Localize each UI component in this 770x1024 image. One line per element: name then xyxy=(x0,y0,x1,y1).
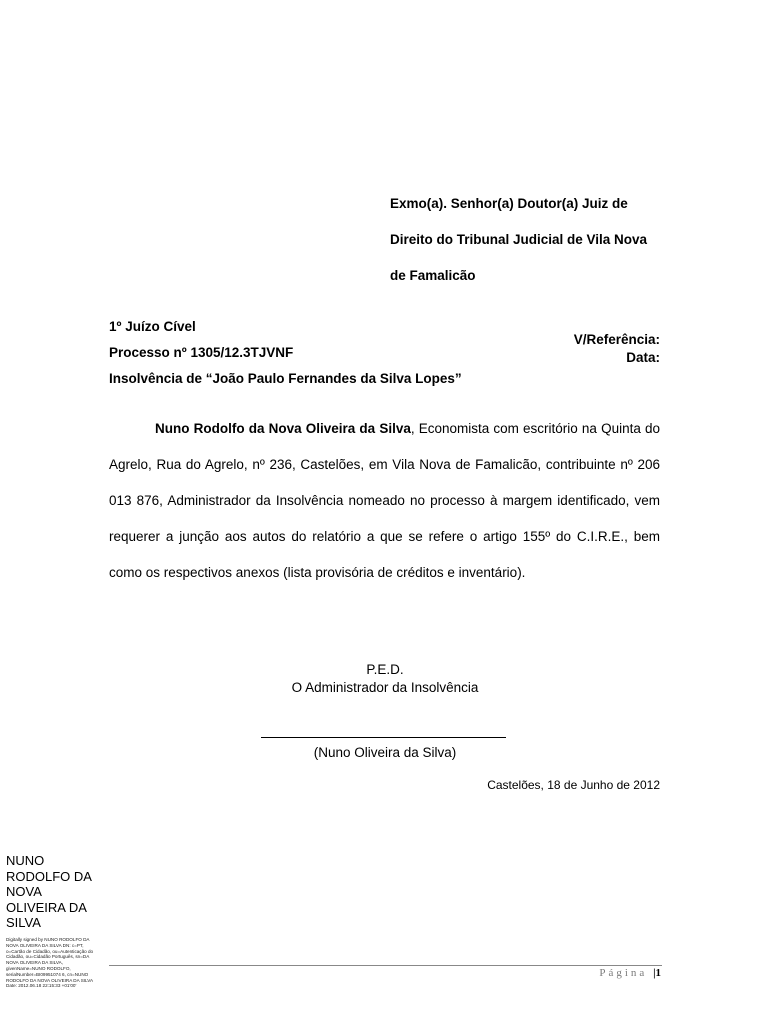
court-name: 1º Juízo Cível xyxy=(109,319,196,334)
date-label: Data: xyxy=(626,350,660,365)
digital-signature-name: NUNO RODOLFO DA NOVA OLIVEIRA DA SILVA xyxy=(6,853,92,930)
insolvency-title: Insolvência de “João Paulo Fernandes da Silva Lopes” xyxy=(109,371,462,386)
ped-text: P.E.D. xyxy=(366,662,404,677)
signature-name: (Nuno Oliveira da Silva) xyxy=(313,745,457,760)
addressee-line-1: Exmo(a). Senhor(a) Doutor(a) Juiz de xyxy=(390,196,628,211)
administrator-role: O Administrador da Insolvência xyxy=(291,680,479,695)
body-text: , Economista com escritório na Quinta do Agrelo, Rua do Agrelo, nº 236, Castelões, em Vila Nova de Famalicão, contribuinte nº 206 013 876, Administrador da Insolvência nomeado no processo à margem identificado, vem requerer a junção aos autos do relatório a que se refere o artigo 155º do C.I.R.E., bem como os respectivos anexos (lista provisória de créditos e inventário). xyxy=(109,421,660,580)
digital-signature-details: Digitally signed by NUNO RODOLFO DA NOVA OLIVEIRA DA SILVA DN: c=PT, o=Cartão de Cidadão, ou=Autenticação do Cidadão, ou=Cidadão Português, sn=DA NOVA OLIVEIRA DA SILVA, givenName=NUNO RODOLFO, serialNumber=BI09951074 6, cn=NUNO RODOLFO DA NOVA OLIVEIRA DA SILVA Date: 2012.06.18 22:15:33 +01'00' xyxy=(6,937,94,989)
addressee-block xyxy=(390,186,660,294)
reference-label: V/Referência: xyxy=(573,332,660,347)
administrator-name: Nuno Rodolfo da Nova Oliveira da Silva xyxy=(155,421,411,436)
reference-block xyxy=(574,331,660,367)
case-info-block xyxy=(109,314,462,392)
page-footer xyxy=(599,967,661,979)
page-word: Página xyxy=(599,967,648,979)
signature-line xyxy=(261,737,506,738)
process-number: Processo nº 1305/12.3TJVNF xyxy=(109,345,294,360)
page-separator: | xyxy=(653,967,656,979)
addressee-line-3: de Famalicão xyxy=(390,268,476,283)
body-paragraph xyxy=(109,411,660,591)
footer-divider xyxy=(109,965,662,966)
place-date: Castelões, 18 de Junho de 2012 xyxy=(487,778,660,792)
page-number: 1 xyxy=(655,967,661,979)
addressee-line-2: Direito do Tribunal Judicial de Vila Nova xyxy=(390,232,648,247)
